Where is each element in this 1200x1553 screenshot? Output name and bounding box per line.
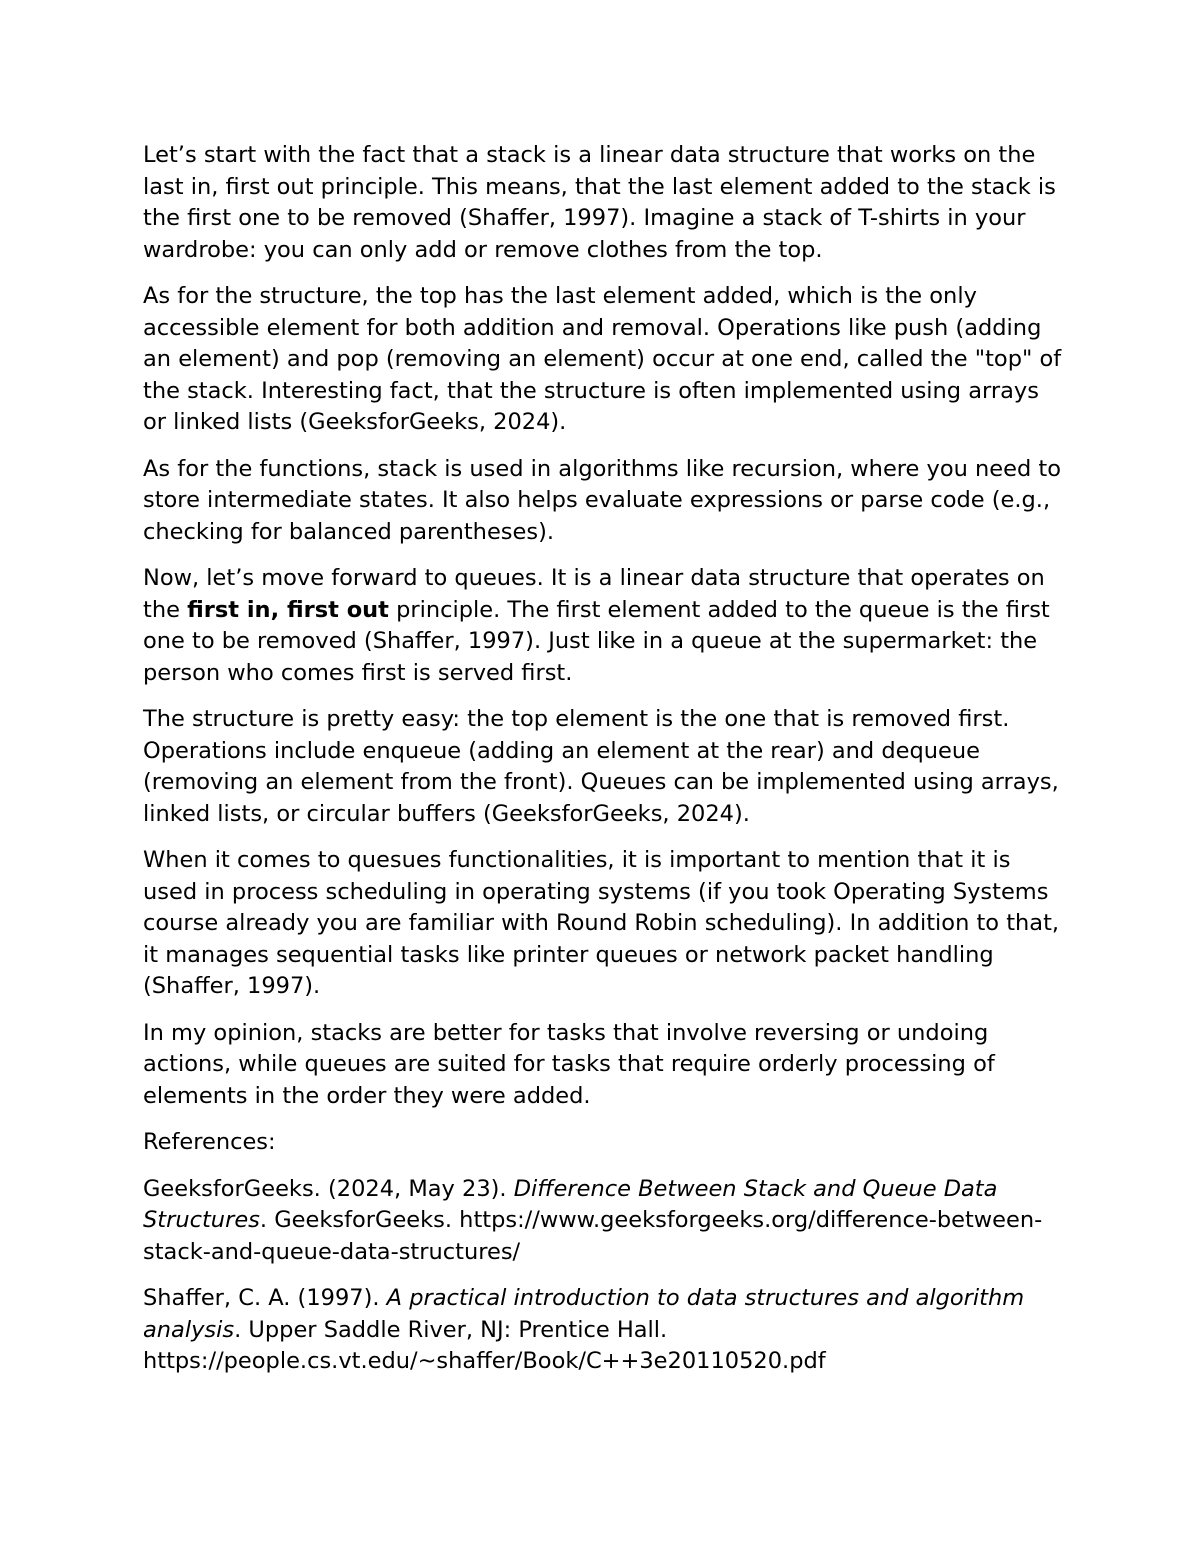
queue-intro-text-start: Now, let’s move forward to queues. It is a linear data structure that operates on the xyxy=(143,565,1045,623)
reference-source-url: . GeeksforGeeks. https://www.geeksforgeeks.org/difference-between-stack-and-queue-data-structures/ xyxy=(143,1207,1043,1265)
reference-title: Difference Between Stack and Queue Data Structures xyxy=(143,1175,998,1233)
queue-principle-bold: first in, first out xyxy=(187,596,389,623)
paragraph-queue-structure: The structure is pretty easy: the top element is the one that is removed first. Operations include enqueue (adding an element at the rear) and dequeue (removing an element from the front). Queues can be implemented using arrays, linked lists, or circular buffers (GeeksforGeeks, 2024). xyxy=(143,706,1059,827)
reference-source-url: . Upper Saddle River, NJ: Prentice Hall. https://people.cs.vt.edu/~shaffer/Book/C++3e20110520.pdf xyxy=(143,1316,826,1374)
paragraph-stack-functions: As for the functions, stack is used in algorithms like recursion, where you need to store intermediate states. It also helps evaluate expressions or parse code (e.g., checking for balanced parentheses). xyxy=(143,455,1061,545)
paragraph-stack-structure: As for the structure, the top has the last element added, which is the only accessible element for both addition and removal. Operations like push (adding an element) and pop (removing an element) occur at one end, called the "top" of the stack. Interesting fact, that the structure is often implemented using arrays or linked lists (GeeksforGeeks, 2024). xyxy=(143,283,1062,435)
reference-geeksforgeeks xyxy=(143,1174,1063,1269)
reference-author-date: GeeksforGeeks. (2024, May 23). xyxy=(143,1175,514,1202)
references-heading: References: xyxy=(143,1129,276,1155)
paragraph-queue-functions: When it comes to quesues functionalities, it is important to mention that it is used in process scheduling in operating systems (if you took Operating Systems course already you are familiar with Round Robin scheduling). In addition to that, it manages sequential tasks like printer queues or network packet handling (Shaffer, 1997). xyxy=(143,847,1060,999)
document-body xyxy=(143,140,1063,1393)
reference-author-date: Shaffer, C. A. (1997). xyxy=(143,1285,387,1311)
reference-title: A practical introduction to data structures and algorithm analysis xyxy=(143,1285,1025,1343)
paragraph-queue-intro xyxy=(143,563,1063,689)
queue-intro-text-end: principle. The first element added to the queue is the first one to be removed (Shaffer, 1997). Just like in a queue at the supermarket: the person who comes first is served first. xyxy=(143,596,1050,686)
paragraph-stack-intro: Let’s start with the fact that a stack is a linear data structure that works on the last in, first out principle. This means, that the last element added to the stack is the first one to be removed (Shaffer, 1997). Imagine a stack of T-shirts in your wardrobe: you can only add or remove clothes from the top. xyxy=(143,142,1056,263)
paragraph-opinion: In my opinion, stacks are better for tasks that involve reversing or undoing actions, while queues are suited for tasks that require orderly processing of elements in the order they were added. xyxy=(143,1019,995,1109)
reference-shaffer xyxy=(143,1283,1063,1378)
